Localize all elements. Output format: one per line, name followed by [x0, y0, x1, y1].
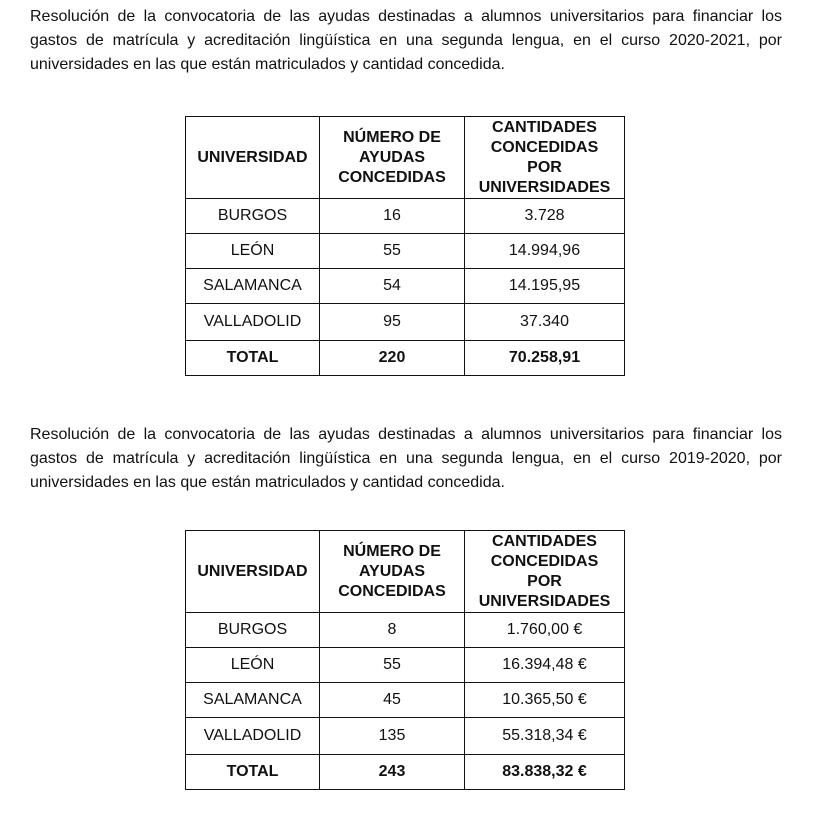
header-line: UNIVERSIDADES: [478, 592, 611, 610]
cell-numero: 95: [320, 304, 465, 341]
cell-numero: 54: [320, 269, 465, 304]
header-line: UNIVERSIDAD: [197, 562, 308, 580]
cell-cantidad: 37.340: [465, 304, 625, 341]
cell-cantidad: 3.728: [465, 199, 625, 234]
header-line: POR: [527, 158, 562, 176]
cell-cantidad: 1.760,00 €: [465, 613, 625, 648]
cell-total-numero: 243: [320, 755, 465, 790]
table-2020-2021: [185, 116, 625, 376]
header-line: CONCEDIDAS: [490, 138, 599, 156]
paragraph-2020-2021: Resolución de la convocatoria de las ayudas destinadas a alumnos universitarios para financiar los gastos de matrícula y acreditación lingüística en una segunda lengua, en el curso 2020-2021, por universidades en las que están matriculados y cantidad concedida.: [30, 8, 782, 73]
cell-cantidad: 55.318,34 €: [465, 718, 625, 755]
cell-universidad: SALAMANCA: [186, 269, 320, 304]
header-line: AYUDAS: [358, 562, 426, 580]
cell-total-cantidad: 70.258,91: [465, 341, 625, 376]
cell-universidad: LEÓN: [186, 234, 320, 269]
header-line: NÚMERO DE: [343, 542, 441, 560]
cell-numero: 16: [320, 199, 465, 234]
cell-universidad: LEÓN: [186, 648, 320, 683]
cell-universidad: BURGOS: [186, 613, 320, 648]
cell-cantidad: 14.195,95: [465, 269, 625, 304]
table-row: [186, 304, 625, 341]
table-header-row: [186, 117, 625, 199]
table-row: [186, 613, 625, 648]
cell-universidad: VALLADOLID: [186, 304, 320, 341]
header-cantidades: [465, 117, 625, 199]
table-row: [186, 234, 625, 269]
table-row: [186, 683, 625, 718]
header-line: CONCEDIDAS: [490, 552, 599, 570]
cell-total-label: TOTAL: [186, 341, 320, 376]
cell-universidad: BURGOS: [186, 199, 320, 234]
cell-cantidad: 16.394,48 €: [465, 648, 625, 683]
cell-universidad: SALAMANCA: [186, 683, 320, 718]
header-line: CONCEDIDAS: [338, 582, 446, 600]
cell-numero: 55: [320, 234, 465, 269]
header-numero-ayudas: [320, 117, 465, 199]
header-line: AYUDAS: [358, 148, 426, 166]
cell-numero: 45: [320, 683, 465, 718]
cell-numero: 55: [320, 648, 465, 683]
header-line: UNIVERSIDAD: [197, 148, 308, 166]
header-universidad: [186, 531, 320, 613]
cell-cantidad: 10.365,50 €: [465, 683, 625, 718]
cell-cantidad: 14.994,96: [465, 234, 625, 269]
header-numero-ayudas: [320, 531, 465, 613]
header-line: POR: [527, 572, 562, 590]
table-header-row: [186, 531, 625, 613]
table-row: [186, 199, 625, 234]
table-total-row: [186, 341, 625, 376]
cell-universidad: VALLADOLID: [186, 718, 320, 755]
header-line: CANTIDADES: [492, 532, 597, 550]
cell-total-numero: 220: [320, 341, 465, 376]
table-row: [186, 269, 625, 304]
table-row: [186, 648, 625, 683]
header-line: CANTIDADES: [492, 118, 597, 136]
header-line: CONCEDIDAS: [338, 168, 446, 186]
header-line: NÚMERO DE: [343, 128, 441, 146]
cell-total-cantidad: 83.838,32 €: [465, 755, 625, 790]
header-universidad: [186, 117, 320, 199]
cell-numero: 8: [320, 613, 465, 648]
header-cantidades: [465, 531, 625, 613]
cell-numero: 135: [320, 718, 465, 755]
table-total-row: [186, 755, 625, 790]
table-row: [186, 718, 625, 755]
table-2019-2020: [185, 530, 625, 790]
cell-total-label: TOTAL: [186, 755, 320, 790]
paragraph-2019-2020: Resolución de la convocatoria de las ayudas destinadas a alumnos universitarios para financiar los gastos de matrícula y acreditación lingüística en una segunda lengua, en el curso 2019-2020, por universidades en las que están matriculados y cantidad concedida.: [30, 426, 782, 491]
header-line: UNIVERSIDADES: [478, 178, 611, 196]
